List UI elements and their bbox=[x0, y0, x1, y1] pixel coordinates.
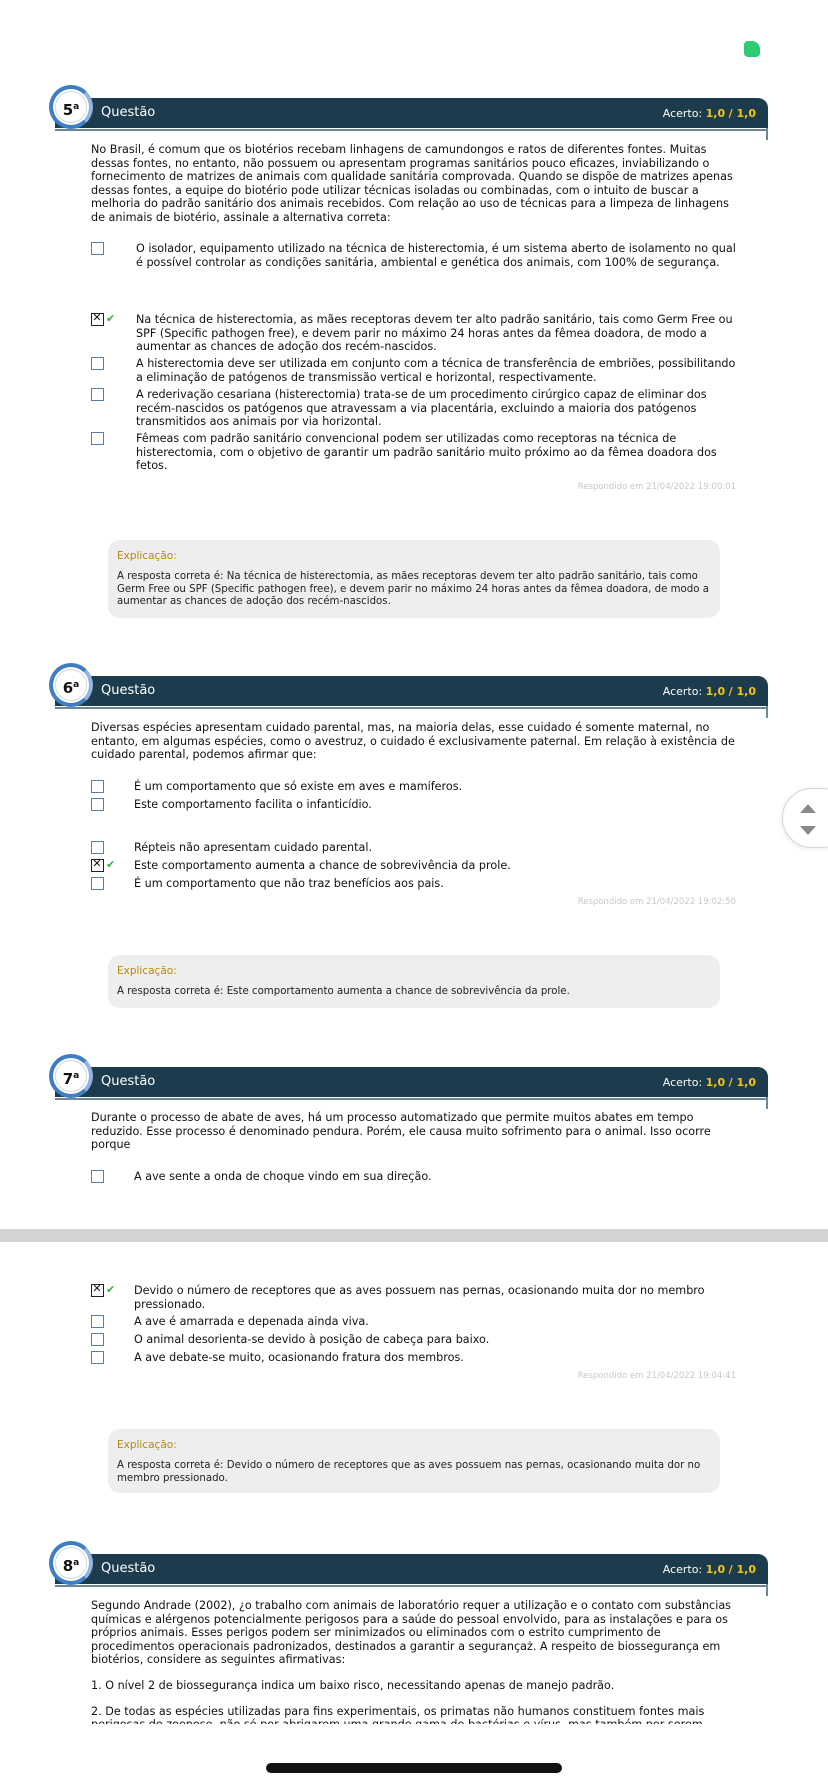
question-stem-text: Segundo Andrade (2002), ¿o trabalho com animais de laboratório requer a utilização e o contato com substâncias químicas e alérgenos potencialmente perigosos para a saúde do pessoal envolvido, para as instalações e para os próprios animais. Esses perigos podem ser minimizados ou eliminados com o estrito cumprimento de procedimentos operacionais padronizados, destinados a garantir a segurançaż. A respeito de biossegurança em biotérios, considere as seguintes afirmativas: bbox=[91, 1599, 732, 1667]
question-header-5 bbox=[55, 98, 768, 128]
question-title: Questão bbox=[101, 105, 156, 120]
question-header-6 bbox=[55, 676, 768, 706]
home-indicator[interactable] bbox=[266, 1763, 562, 1773]
page-break bbox=[0, 1229, 828, 1242]
scroll-control[interactable] bbox=[782, 788, 828, 848]
checkbox[interactable] bbox=[91, 1170, 104, 1183]
viewport-clip bbox=[0, 1724, 828, 1754]
question-title: Questão bbox=[101, 683, 156, 698]
explanation-title: Explicação: bbox=[117, 1439, 177, 1451]
question-header-8 bbox=[55, 1554, 768, 1584]
question-score: Acerto: 1,0 / 1,0 bbox=[662, 685, 756, 698]
answered-timestamp: Respondido em 21/04/2022 19:00:01 bbox=[577, 482, 736, 492]
checkbox[interactable] bbox=[91, 357, 104, 370]
question-score: Acerto: 1,0 / 1,0 bbox=[662, 1563, 756, 1576]
question-stem: No Brasil, é comum que os biotérios recebam linhagens de camundongos e ratos de diferentes fontes. Muitas dessas fontes, no entanto, não possuem ou apresentam programas sanitários pouco eficazes, inviabilizando o fornecimento de matrizes de animais com qualidade sanitária comprovada. Quando se dispõe de matrizes apenas dessas fontes, a equipe do biotério pode utilizar técnicas isoladas ou combinadas, com o intuito de buscar a melhoria do padrão sanitário dos animais recebidos. Com relação ao uso de técnicas para a limpeza de linhagens de animais de biotério, assinale a alternativa correta: bbox=[91, 143, 733, 224]
explanation-box bbox=[108, 540, 720, 618]
checkbox[interactable] bbox=[91, 841, 104, 854]
explanation-text: A resposta correta é: Devido o número de receptores que as aves possuem nas pernas, ocasionando muita dor no membro pressionado. bbox=[117, 1460, 701, 1484]
checkbox[interactable] bbox=[91, 1351, 104, 1364]
question-number-badge: 5$^a$ bbox=[49, 85, 93, 129]
question-header-7 bbox=[55, 1067, 768, 1097]
question-title: Questão bbox=[101, 1561, 156, 1576]
explanation-text: A resposta correta é: Este comportamento aumenta a chance de sobrevivência da prole. bbox=[117, 986, 570, 997]
checkbox[interactable] bbox=[91, 432, 104, 445]
checkbox-checked[interactable] bbox=[91, 313, 104, 326]
answered-timestamp: Respondido em 21/04/2022 19:02:50 bbox=[577, 897, 736, 907]
explanation-text: A resposta correta é: Na técnica de histerectomia, as mães receptoras devem ter alto padrão sanitário, tais como Germ Free ou SPF (Specific pathogen free), e devem parir no máximo 24 horas antes da fêmea doadora, de modo a aumentar as chances de adoção dos recém-nascidos. bbox=[117, 571, 709, 608]
check-icon: ✔ bbox=[106, 1283, 116, 1296]
chevron-up-icon[interactable] bbox=[800, 804, 816, 813]
question-stem: Diversas espécies apresentam cuidado parental, mas, na maioria delas, esse cuidado é somente maternal, no entanto, em algumas espécies, como o avestruz, o cuidado é exclusivamente paternal. Em relação à existência de cuidado parental, podemos afirmar que: bbox=[91, 721, 735, 762]
check-icon: ✔ bbox=[106, 858, 116, 871]
question-number-badge: 8$^a$ bbox=[49, 1541, 93, 1585]
status-indicator bbox=[744, 41, 760, 57]
question-title: Questão bbox=[101, 1074, 156, 1089]
checkbox[interactable] bbox=[91, 242, 104, 255]
checkbox[interactable] bbox=[91, 1315, 104, 1328]
checkbox[interactable] bbox=[91, 388, 104, 401]
explanation-title: Explicação: bbox=[117, 550, 177, 562]
question-number-badge: 7$^a$ bbox=[49, 1054, 93, 1098]
check-icon: ✔ bbox=[106, 312, 116, 325]
answered-timestamp: Respondido em 21/04/2022 19:04:41 bbox=[577, 1371, 736, 1381]
chevron-down-icon[interactable] bbox=[800, 826, 816, 835]
explanation-box bbox=[108, 1429, 720, 1493]
checkbox[interactable] bbox=[91, 798, 104, 811]
explanation-title: Explicação: bbox=[117, 965, 177, 977]
question-score: Acerto: 1,0 / 1,0 bbox=[662, 1076, 756, 1089]
checkbox[interactable] bbox=[91, 780, 104, 793]
question-stem: Durante o processo de abate de aves, há um processo automatizado que permite muitos abates em tempo reduzido. Esse processo é denominado pendura. Porém, ele causa muito sofrimento para o animal. Isso ocorre porque bbox=[91, 1111, 711, 1152]
question-number-badge: 6$^a$ bbox=[49, 663, 93, 707]
statement-1: 1. O nível 2 de biossegurança indica um baixo risco, necessitando apenas de manejo padrão. bbox=[91, 1678, 615, 1692]
statement-2: 2. De todas as espécies utilizadas para fins experimentais, os primatas não humanos constituem fontes mais bbox=[91, 1704, 705, 1718]
explanation-box bbox=[108, 955, 720, 1008]
question-score: Acerto: 1,0 / 1,0 bbox=[662, 107, 756, 120]
checkbox[interactable] bbox=[91, 1333, 104, 1346]
checkbox-checked[interactable] bbox=[91, 859, 104, 872]
question-stem bbox=[91, 1599, 737, 1744]
checkbox[interactable] bbox=[91, 877, 104, 890]
checkbox-checked[interactable] bbox=[91, 1284, 104, 1297]
